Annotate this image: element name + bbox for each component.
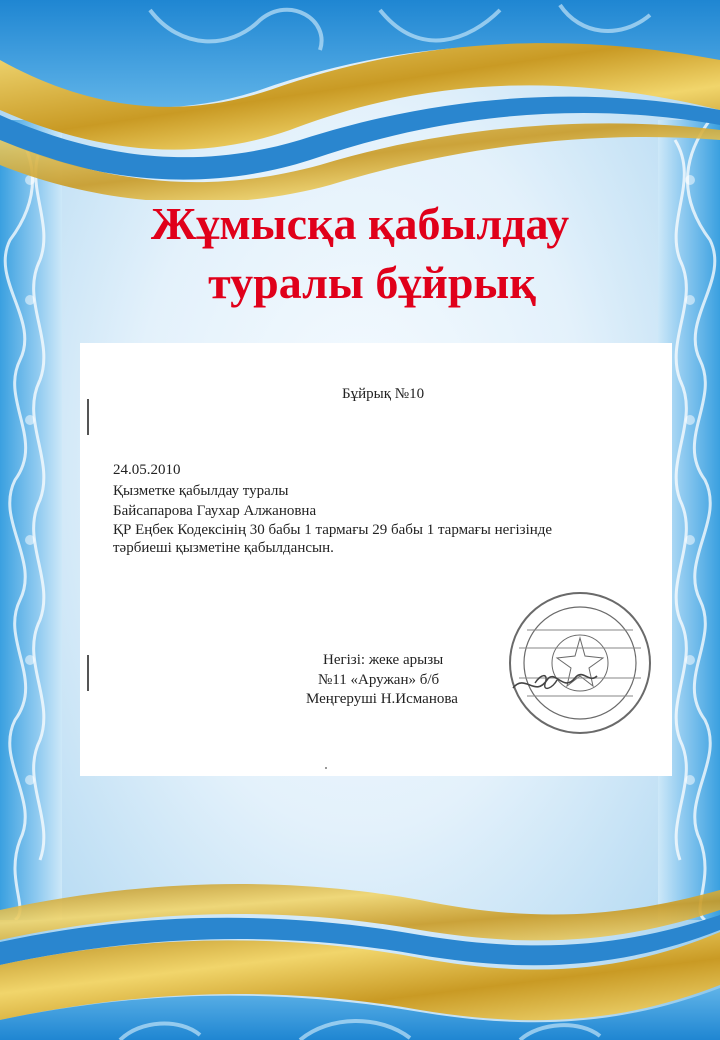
heading-line-1: Жұмысқа қабылдау: [150, 198, 570, 249]
employee-name: Байсапарова Гаухар Алжановна: [113, 503, 317, 519]
order-date: 24.05.2010: [113, 462, 181, 478]
order-body-line-2: тәрбиеші қызметіне қабылдансын.: [113, 540, 334, 556]
order-subject: Қызметке қабылдау туралы: [113, 483, 289, 499]
organization-name: №11 «Аружан» б/б: [318, 672, 440, 688]
order-document: [80, 343, 672, 776]
speck: [325, 767, 327, 769]
bottom-gold-wave-band: [0, 870, 720, 1040]
top-gold-wave-band: [0, 0, 720, 200]
heading-line-2: туралы бұйрық: [208, 257, 536, 308]
official-seal-stamp: [505, 588, 655, 738]
margin-mark: [87, 655, 89, 691]
margin-mark: [87, 399, 89, 435]
signatory: Меңгеруші Н.Исманова: [306, 691, 458, 707]
order-number: Бұйрық №10: [342, 386, 425, 402]
order-body-line-1: ҚР Еңбек Кодексінің 30 бабы 1 тармағы 29 бабы 1 тармағы негізінде: [113, 522, 553, 538]
order-basis: Негізі: жеке арызы: [323, 652, 444, 668]
